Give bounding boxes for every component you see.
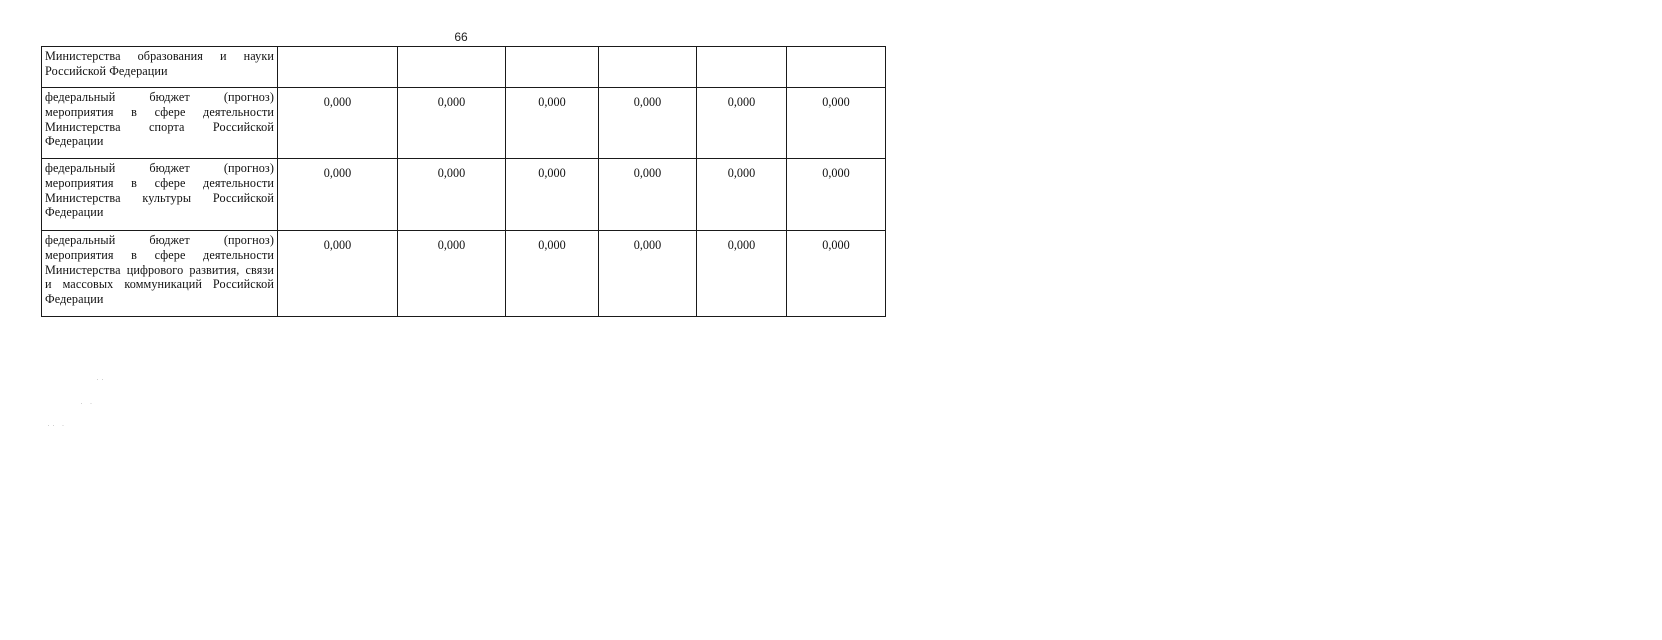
value-cell	[787, 47, 886, 88]
value-cell: 0,000	[506, 159, 599, 231]
value-cell: 0,000	[697, 159, 787, 231]
table-row	[42, 88, 886, 159]
row-description: Министерства образования и науки Российской Федерации	[42, 47, 278, 88]
table-row	[42, 159, 886, 231]
value-cell: 0,000	[506, 231, 599, 317]
value-cell: 0,000	[506, 88, 599, 159]
row-description: федеральный бюджет (прогноз) мероприятия в сфере деятельности Министерства спорта Российской Федерации	[42, 88, 278, 159]
value-cell: 0,000	[599, 231, 697, 317]
budget-table	[41, 46, 886, 317]
scan-artifact: ·· ·	[47, 420, 67, 430]
value-cell: 0,000	[599, 88, 697, 159]
row-description: федеральный бюджет (прогноз) мероприятия в сфере деятельности Министерства цифрового развития, связи и массовых коммуникаций Российской Федерации	[42, 231, 278, 317]
value-cell	[278, 47, 398, 88]
value-cell: 0,000	[697, 88, 787, 159]
scan-artifact: ··	[96, 374, 1662, 394]
value-cell: 0,000	[398, 88, 506, 159]
value-cell: 0,000	[278, 231, 398, 317]
value-cell: 0,000	[278, 88, 398, 159]
value-cell: 0,000	[787, 159, 886, 231]
value-cell: 0,000	[398, 159, 506, 231]
value-cell: 0,000	[697, 231, 787, 317]
scan-artifact: · ·	[80, 398, 95, 408]
page-number: 66	[454, 30, 468, 44]
table-row	[42, 47, 886, 88]
table-row	[42, 231, 886, 317]
value-cell: 0,000	[787, 231, 886, 317]
value-cell	[599, 47, 697, 88]
value-cell: 0,000	[787, 88, 886, 159]
value-cell	[506, 47, 599, 88]
row-description: федеральный бюджет (прогноз) мероприятия в сфере деятельности Министерства культуры Российской Федерации	[42, 159, 278, 231]
value-cell: 0,000	[599, 159, 697, 231]
value-cell: 0,000	[398, 231, 506, 317]
value-cell: 0,000	[278, 159, 398, 231]
value-cell	[697, 47, 787, 88]
value-cell	[398, 47, 506, 88]
